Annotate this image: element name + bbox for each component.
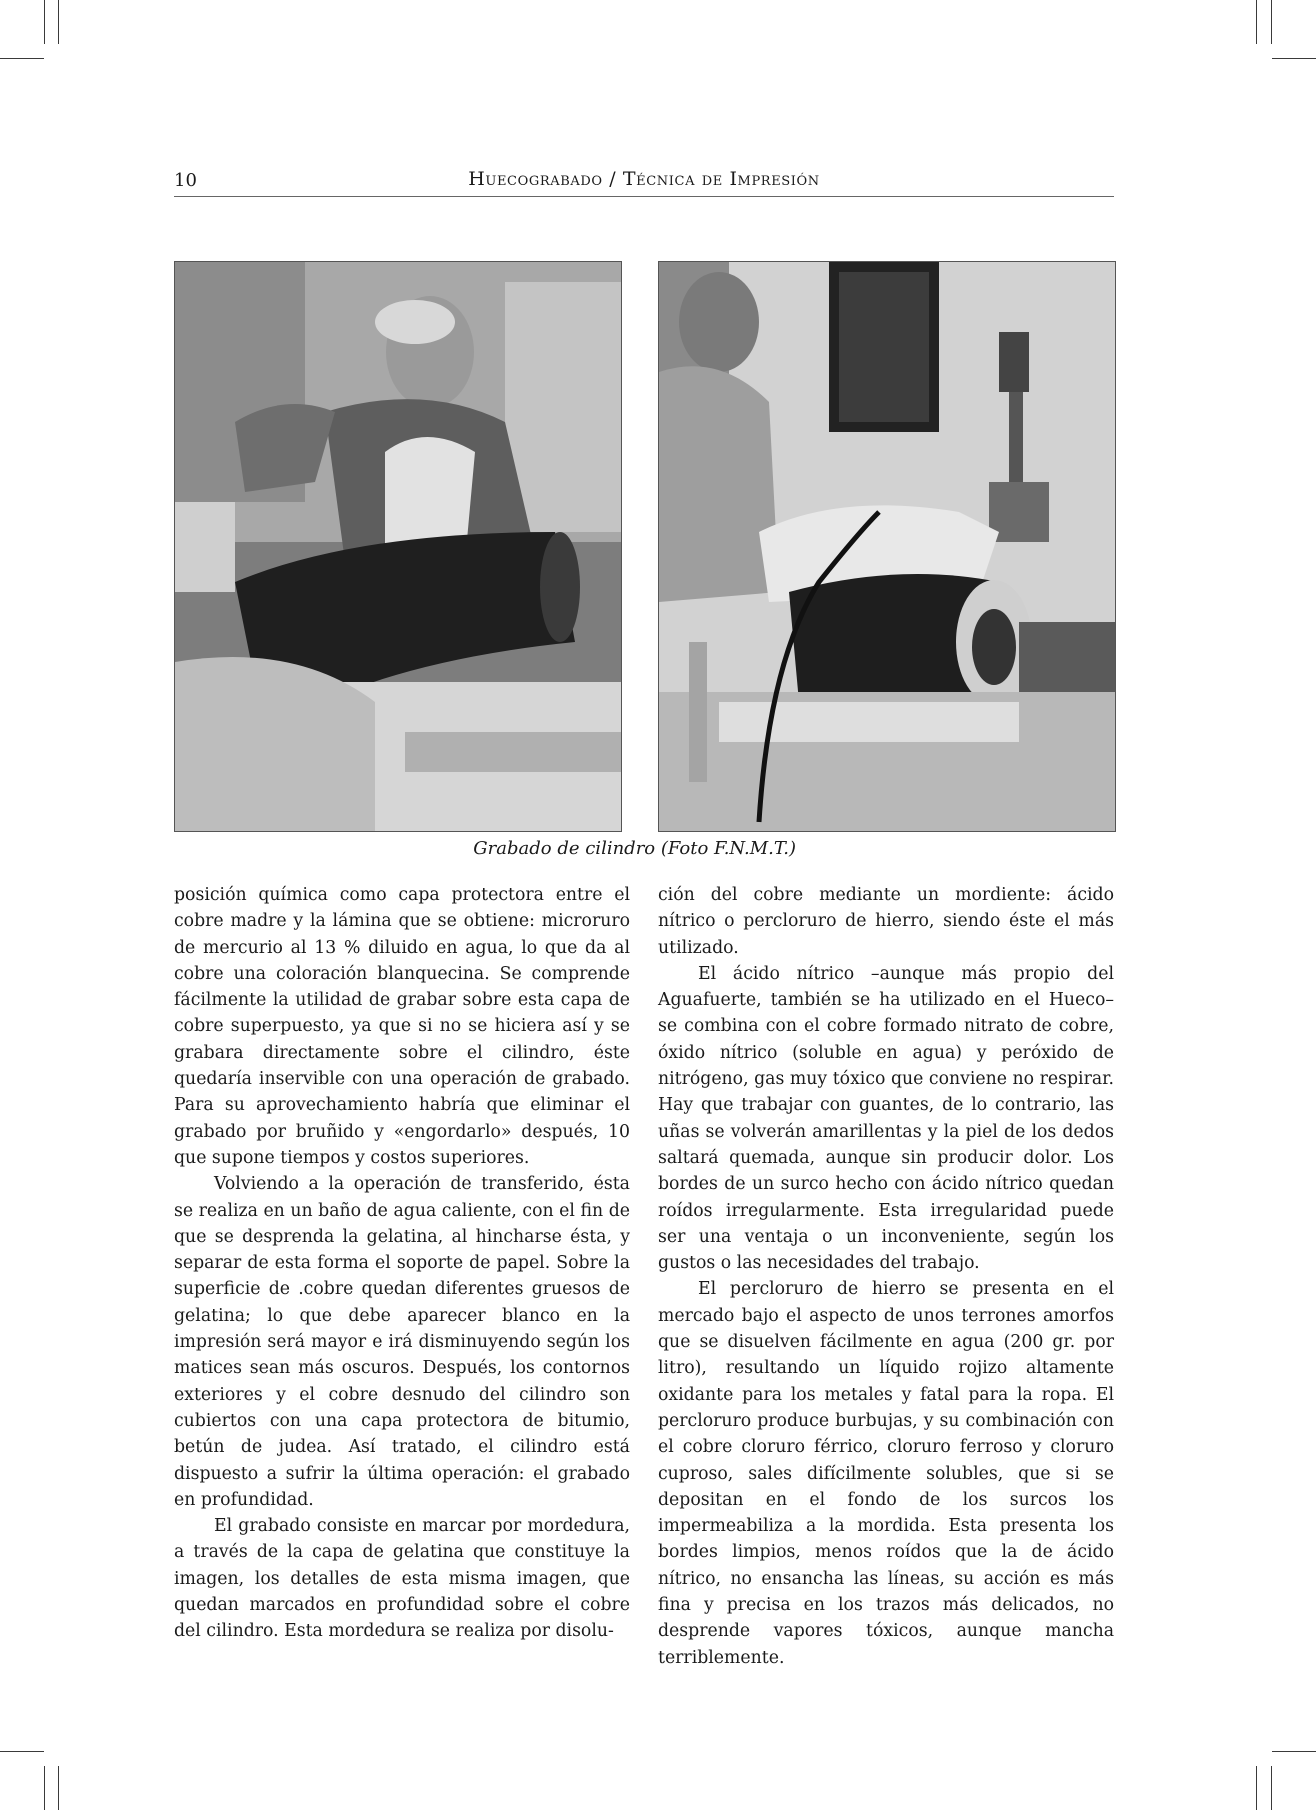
paragraph: El ácido nítrico –aunque más propio del Aguafuerte, también se ha utilizado en el Hueco– se combina con el cobre formado nitrato de cobre, óxido nítrico (soluble en agua) y peróxido de nitrógeno, gas muy tóxico que conviene no respirar. Hay que trabajar con guantes, de lo contrario, las uñas se volverán amarillentas y la piel de los dedos saltará quemada, aunque sin producir dolor. Los bordes de un surco hecho con ácido nítrico quedan roídos irregularmente. Esta irregularidad puede ser una ventaja o un inconveniente, según los gustos o las necesidades del trabajo.	[658, 963, 1114, 1274]
page-header	[174, 166, 1114, 197]
left-column	[174, 882, 630, 1645]
figure-caption: Grabado de cilindro (Foto F.N.M.T.)	[473, 838, 796, 859]
crop-mark-top-left-v2	[58, 0, 59, 44]
photo-right	[658, 261, 1116, 832]
paragraph: Volviendo a la operación de transferido, ésta se realiza en un baño de agua caliente, con el fin de que se desprenda la gelatina, al hincharse ésta, y separar de esta forma el soporte de papel. Sobre la superficie de .cobre quedan diferentes gruesos de gelatina; lo que debe aparecer blanco en la impresión será mayor e irá disminuyendo según los matices sean más oscuros. Después, los contornos exteriores y el cobre desnudo del cilindro son cubiertos con una capa protectora de bitumio, betún de judea. Así tratado, el cilindro está dispuesto a sufrir la última operación: el grabado en profundidad.	[174, 1174, 630, 1510]
crop-mark-top-right-v2	[1271, 0, 1272, 44]
page-number: 10	[174, 170, 197, 191]
crop-mark-top-left-v	[44, 0, 45, 44]
crop-mark-top-right-v	[1256, 0, 1257, 44]
crop-mark-bottom-left-v	[44, 1766, 45, 1810]
paragraph: El grabado consiste en marcar por mordedura, a través de la capa de gelatina que constituye la imagen, los detalles de esta misma imagen, que quedan marcados en profundidad sobre el cobre del cilindro. Esta mordedura se realiza por disolu-	[174, 1516, 630, 1642]
crop-mark-top-left-h	[0, 58, 44, 59]
photo-left-image	[175, 262, 621, 831]
crop-mark-bottom-right-h	[1272, 1751, 1316, 1752]
crop-mark-bottom-left-v2	[58, 1766, 59, 1810]
paragraph: ción del cobre mediante un mordiente: ácido nítrico o percloruro de hierro, siendo éste el más utilizado.	[658, 885, 1114, 958]
crop-mark-bottom-left-h	[0, 1751, 44, 1752]
right-column	[658, 882, 1114, 1671]
crop-mark-bottom-right-v	[1256, 1766, 1257, 1810]
running-title: Huecograbado / Técnica de Impresión	[468, 168, 820, 190]
paragraph: El percloruro de hierro se presenta en el mercado bajo el aspecto de unos terrones amorfos que se disuelven fácilmente en agua (200 gr. por litro), resultando un líquido rojizo altamente oxidante para los metales y fatal para la ropa. El percloruro produce burbujas, y su combinación con el cobre cloruro férrico, cloruro ferroso y cloruro cuproso, sales difícilmente solubles, que si se depositan en el fondo de los surcos los impermeabiliza a la mordida. Esta presenta los bordes limpios, menos roídos que la de ácido nítrico, no ensancha las líneas, su acción es más fina y precisa en los trazos más delicados, no desprende vapores tóxicos, aunque mancha terriblemente.	[658, 1279, 1114, 1668]
crop-mark-top-right-h	[1272, 58, 1316, 59]
paragraph: posición química como capa protectora entre el cobre madre y la lámina que se obtiene: microruro de mercurio al 13 % diluido en agua, lo que da al cobre una coloración blanquecina. Se comprende fácilmente la utilidad de grabar sobre esta capa de cobre superpuesto, ya que si no se hiciera así y se grabara directamente sobre el cilindro, éste quedaría inservible con una operación de grabado. Para su aprovechamiento habría que eliminar el grabado por bruñido y «engordarlo» después, 10 que supone tiempos y costos superiores.	[174, 885, 630, 1168]
photo-left	[174, 261, 622, 832]
photo-right-image	[659, 262, 1115, 831]
crop-mark-bottom-right-v2	[1271, 1766, 1272, 1810]
